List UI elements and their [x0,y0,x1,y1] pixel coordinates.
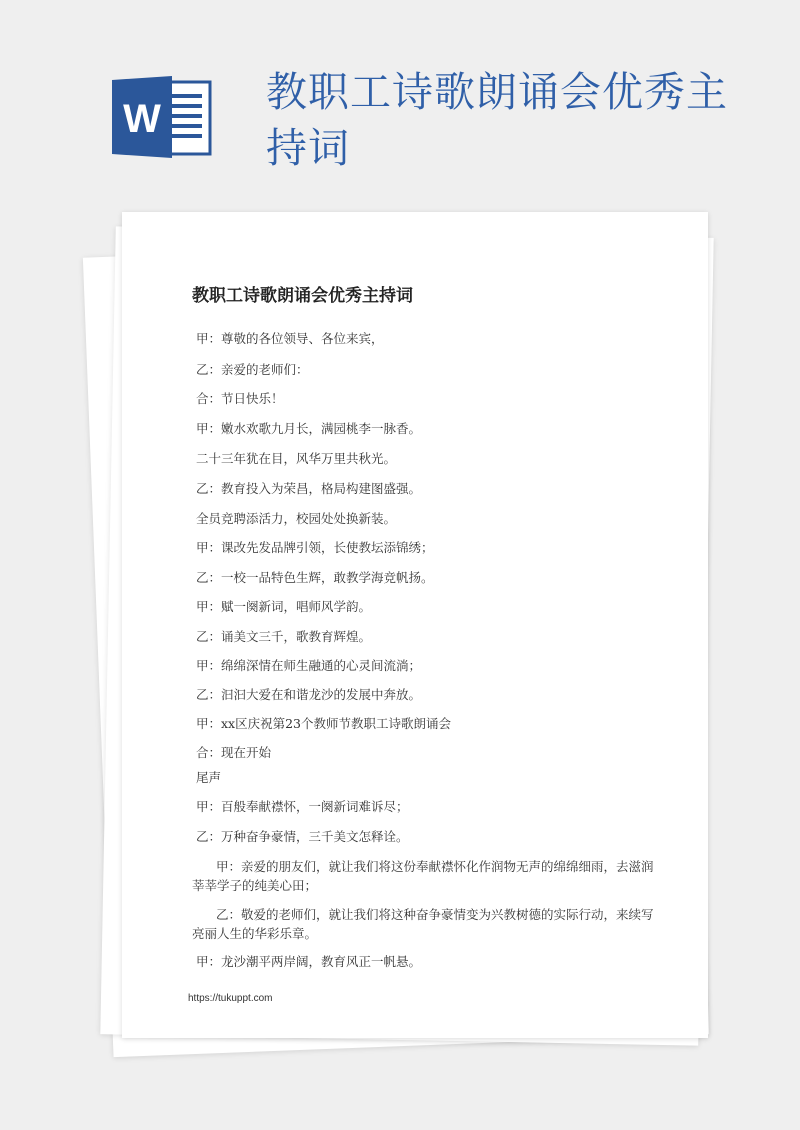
paragraph: 乙：诵美文三千，歌教育辉煌。 [196,629,372,644]
paragraph: 乙：敬爱的老师们，就让我们将这种奋争豪情变为兴教树德的实际行动，来续写亮丽人生的华彩乐章。 [192,907,654,941]
paragraph: 合：节日快乐！ [196,391,284,406]
paragraph: 合：现在开始 [196,745,272,760]
paragraph: 全员竞聘添活力，校园处处换新装。 [196,511,397,526]
paragraph: 乙：教育投入为荣昌，格局构建图盛强。 [196,481,422,496]
paragraph: 甲：百般奉献襟怀，一阕新词难诉尽； [196,799,409,814]
paragraph: 甲：xx区庆祝第23个教师节教职工诗歌朗诵会 [196,716,452,731]
page-title: 教职工诗歌朗诵会优秀主持词 [266,68,728,172]
paragraph: 乙：汩汩大爱在和谐龙沙的发展中奔放。 [196,687,422,702]
paragraph: 甲：课改先发品牌引领，长使教坛添锦绣； [196,540,434,555]
paragraph: 乙：一校一品特色生辉，敢教学海竞帆扬。 [196,570,434,585]
paragraph: 乙：亲爱的老师们： [196,362,309,377]
paragraph: 甲：赋一阕新词，唱师风学韵。 [196,599,372,614]
section-heading: 尾声 [196,770,222,785]
paragraph: 甲：绵绵深情在师生融通的心灵间流淌； [196,658,422,673]
document-title: 教职工诗歌朗诵会优秀主持词 [192,286,413,306]
paragraph: 甲：尊敬的各位领导、各位来宾， [196,331,384,346]
paragraph: 二十三年犹在目，风华万里共秋光。 [196,451,397,466]
word-document-icon [112,76,212,158]
paragraph: 甲：龙沙潮平两岸阔，教育风正一帆悬。 [196,954,422,969]
document-page [122,212,708,1038]
paragraph: 甲：嫩水欢歌九月长，满园桃李一脉香。 [196,421,422,436]
paragraph: 乙：万种奋争豪情，三千美文怎释诠。 [196,829,409,844]
paragraph: 甲：亲爱的朋友们，就让我们将这份奉献襟怀化作润物无声的绵绵细雨，去滋润莘莘学子的纯美心田； [192,859,654,893]
footer-url: https://tukuppt.com [188,993,273,1004]
logo-letter: W [123,97,161,141]
